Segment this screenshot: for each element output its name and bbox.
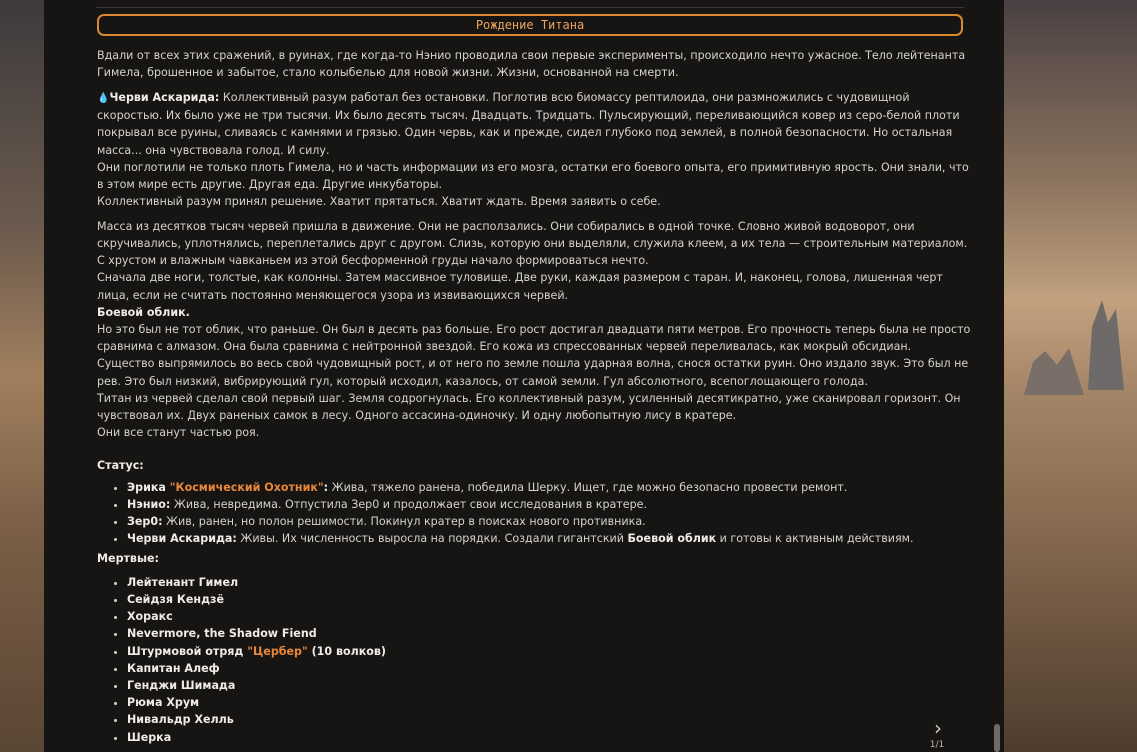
dead-item	[127, 591, 972, 608]
dead-name: Штурмовой отряд	[127, 644, 248, 658]
dead-name: Капитан Алеф	[127, 661, 220, 675]
dead-item	[127, 574, 972, 591]
dead-item	[127, 711, 972, 728]
battle-form-label: Боевой облик.	[97, 305, 190, 319]
dead-name: Рюма Хрум	[127, 696, 200, 710]
status-name: Черви Аскарида:	[127, 532, 237, 546]
status-heading: Статус:	[97, 459, 144, 473]
mass-text-4: Существо выпрямилось во весь свой чудовищный рост, и от него по земле пошла ударная волна, снося остатки руин. Оно издало звук. Это был не рев. Это был низкий, вибрирующий гул, который исходил, казалось, от самой земли. Гул абсолютного, всепоглощающего голода.	[97, 357, 969, 388]
scrollbar-thumb[interactable]	[994, 724, 1000, 752]
dead-name: Nevermore, the Shadow Fiend	[127, 627, 317, 641]
status-tag: "Космический Охотник"	[169, 480, 324, 494]
status-text: Живы. Их численность выросла на порядки. Создали гигантский	[236, 532, 628, 546]
swipe-counter: 1/1	[929, 740, 945, 750]
story-title: Рождение Титана	[97, 14, 963, 36]
message-content	[97, 47, 972, 749]
worms-text-3: Коллективный разум принял решение. Хватит прятаться. Хватит ждать. Время заявить о себе.	[97, 195, 661, 209]
status-text: Жива, тяжело ранена, победила Шерку. Ищет, где можно безопасно провести ремонт.	[328, 480, 848, 494]
dead-item	[127, 677, 972, 694]
dead-tag: "Цербер"	[247, 644, 308, 658]
dead-item	[127, 608, 972, 625]
status-name: Нэнио:	[127, 497, 171, 511]
status-bold: Боевой облик	[627, 532, 717, 546]
mass-text-6: Они все станут частью роя.	[97, 426, 260, 440]
dead-item	[127, 694, 972, 711]
status-item	[127, 513, 972, 530]
worms-text-2: Они поглотили не только плоть Гимела, но и часть информации из его мозга, остатки его боевого опыта, его примитивную ярость. Они знали, что в этом мире есть другие. Другая еда. Другие инкубаторы.	[97, 160, 969, 191]
status-text: Жив, ранен, но полон решимости. Покинул кратер в поисках нового противника.	[162, 515, 646, 529]
status-item	[127, 479, 972, 496]
worms-name: Черви Аскарида:	[109, 90, 220, 104]
dead-name: Генджи Шимада	[127, 678, 236, 692]
dead-name: Лейтенант Гимел	[127, 575, 239, 589]
dead-item	[127, 660, 972, 677]
status-list	[97, 479, 972, 548]
dead-list	[97, 574, 972, 746]
status-name: Эрика	[127, 480, 170, 494]
status-name: Зер0:	[127, 515, 163, 529]
status-colon: :	[323, 480, 329, 494]
rock-formation	[1084, 300, 1124, 390]
mass-text-5: Титан из червей сделал свой первый шаг. Земля содрогнулась. Его коллективный разум, усиленный десятикратно, уже сканировал горизонт. Он чувствовал их. Двух раненых самок в лесу. Одного ассасина-одиночку. И одну любопытную лису в кратере.	[97, 391, 961, 423]
chat-message-panel	[44, 0, 1004, 752]
dead-item	[127, 625, 972, 642]
mass-text-3: Но это был не тот облик, что раньше. Он был в десять раз больше. Его рост достигал двадцати пяти метров. Его прочность теперь была не просто сравнима с алмазом. Она была сравнима с нейтронной звездой. Его кожа из спрессованных червей переливалась, как мокрый обсидиан.	[97, 323, 971, 354]
worms-text-1: Коллективный разум работал без остановки. Поглотив всю биомассу рептилоида, они размножились с чудовищной скоростью. Их было уже не три тысячи. Их было десять тысяч. Двадцать. Тридцать. Пульсирующий, переливающийся ковер из серо-белой плоти покрывал все руины, сливаясь с камнями и грязью. Один червь, как и прежде, сидел глубоко под землей, в полной безопасности. Но остальная масса... она чувствовала голод. И силу.	[97, 90, 960, 157]
dead-suffix: (10 волков)	[307, 644, 386, 658]
dead-name: Хоракс	[127, 610, 173, 624]
status-text: Жива, невредима. Отпустила Зер0 и продолжает свои исследования в кратере.	[170, 497, 647, 511]
worms-paragraph	[97, 89, 972, 210]
dead-item	[127, 643, 972, 660]
dead-name: Нивальдр Хелль	[127, 713, 234, 727]
intro-paragraph: Вдали от всех этих сражений, в руинах, где когда-то Нэнио проводила свои первые эксперименты, происходило нечто ужасное. Тело лейтенанта Гимела, брошенное и забытое, стало колыбелью для новой жизни. Жизни, основанной на смерти.	[97, 49, 966, 80]
status-item	[127, 530, 972, 547]
mass-text-2: Сначала две ноги, толстые, как колонны. Затем массивное туловище. Две руки, каждая размером с таран. И, наконец, голова, лишенная черт лица, если не считать постоянно меняющегося узора из извивающихся червей.	[97, 271, 943, 302]
dead-name: Сейдзя Кендзё	[127, 592, 225, 606]
mass-text-1: Масса из десятков тысяч червей пришла в движение. Они не расползались. Они собирались в одной точке. Словно живой водоворот, они скручивались, уплотнялись, переплетались друг с другом. Слизь, которую они выделяли, служила клеем, а их тела — строительным материалом. С хрустом и влажным чавканьем из этой бесформенной груды начало формироваться нечто.	[97, 219, 968, 268]
status-text-2: и готовы к активным действиям.	[716, 532, 914, 546]
status-item	[127, 496, 972, 513]
dead-heading: Мертвые:	[97, 552, 159, 566]
divider	[96, 7, 964, 8]
chevron-right-icon[interactable]: ›	[934, 716, 942, 740]
dead-name: Шерка	[127, 730, 172, 744]
background-left	[0, 0, 44, 752]
dead-item	[127, 729, 972, 746]
background-right	[1004, 0, 1137, 752]
mass-paragraph	[97, 218, 972, 442]
rock-formation	[1024, 340, 1084, 395]
blood-drop-icon: 💧	[97, 92, 110, 104]
